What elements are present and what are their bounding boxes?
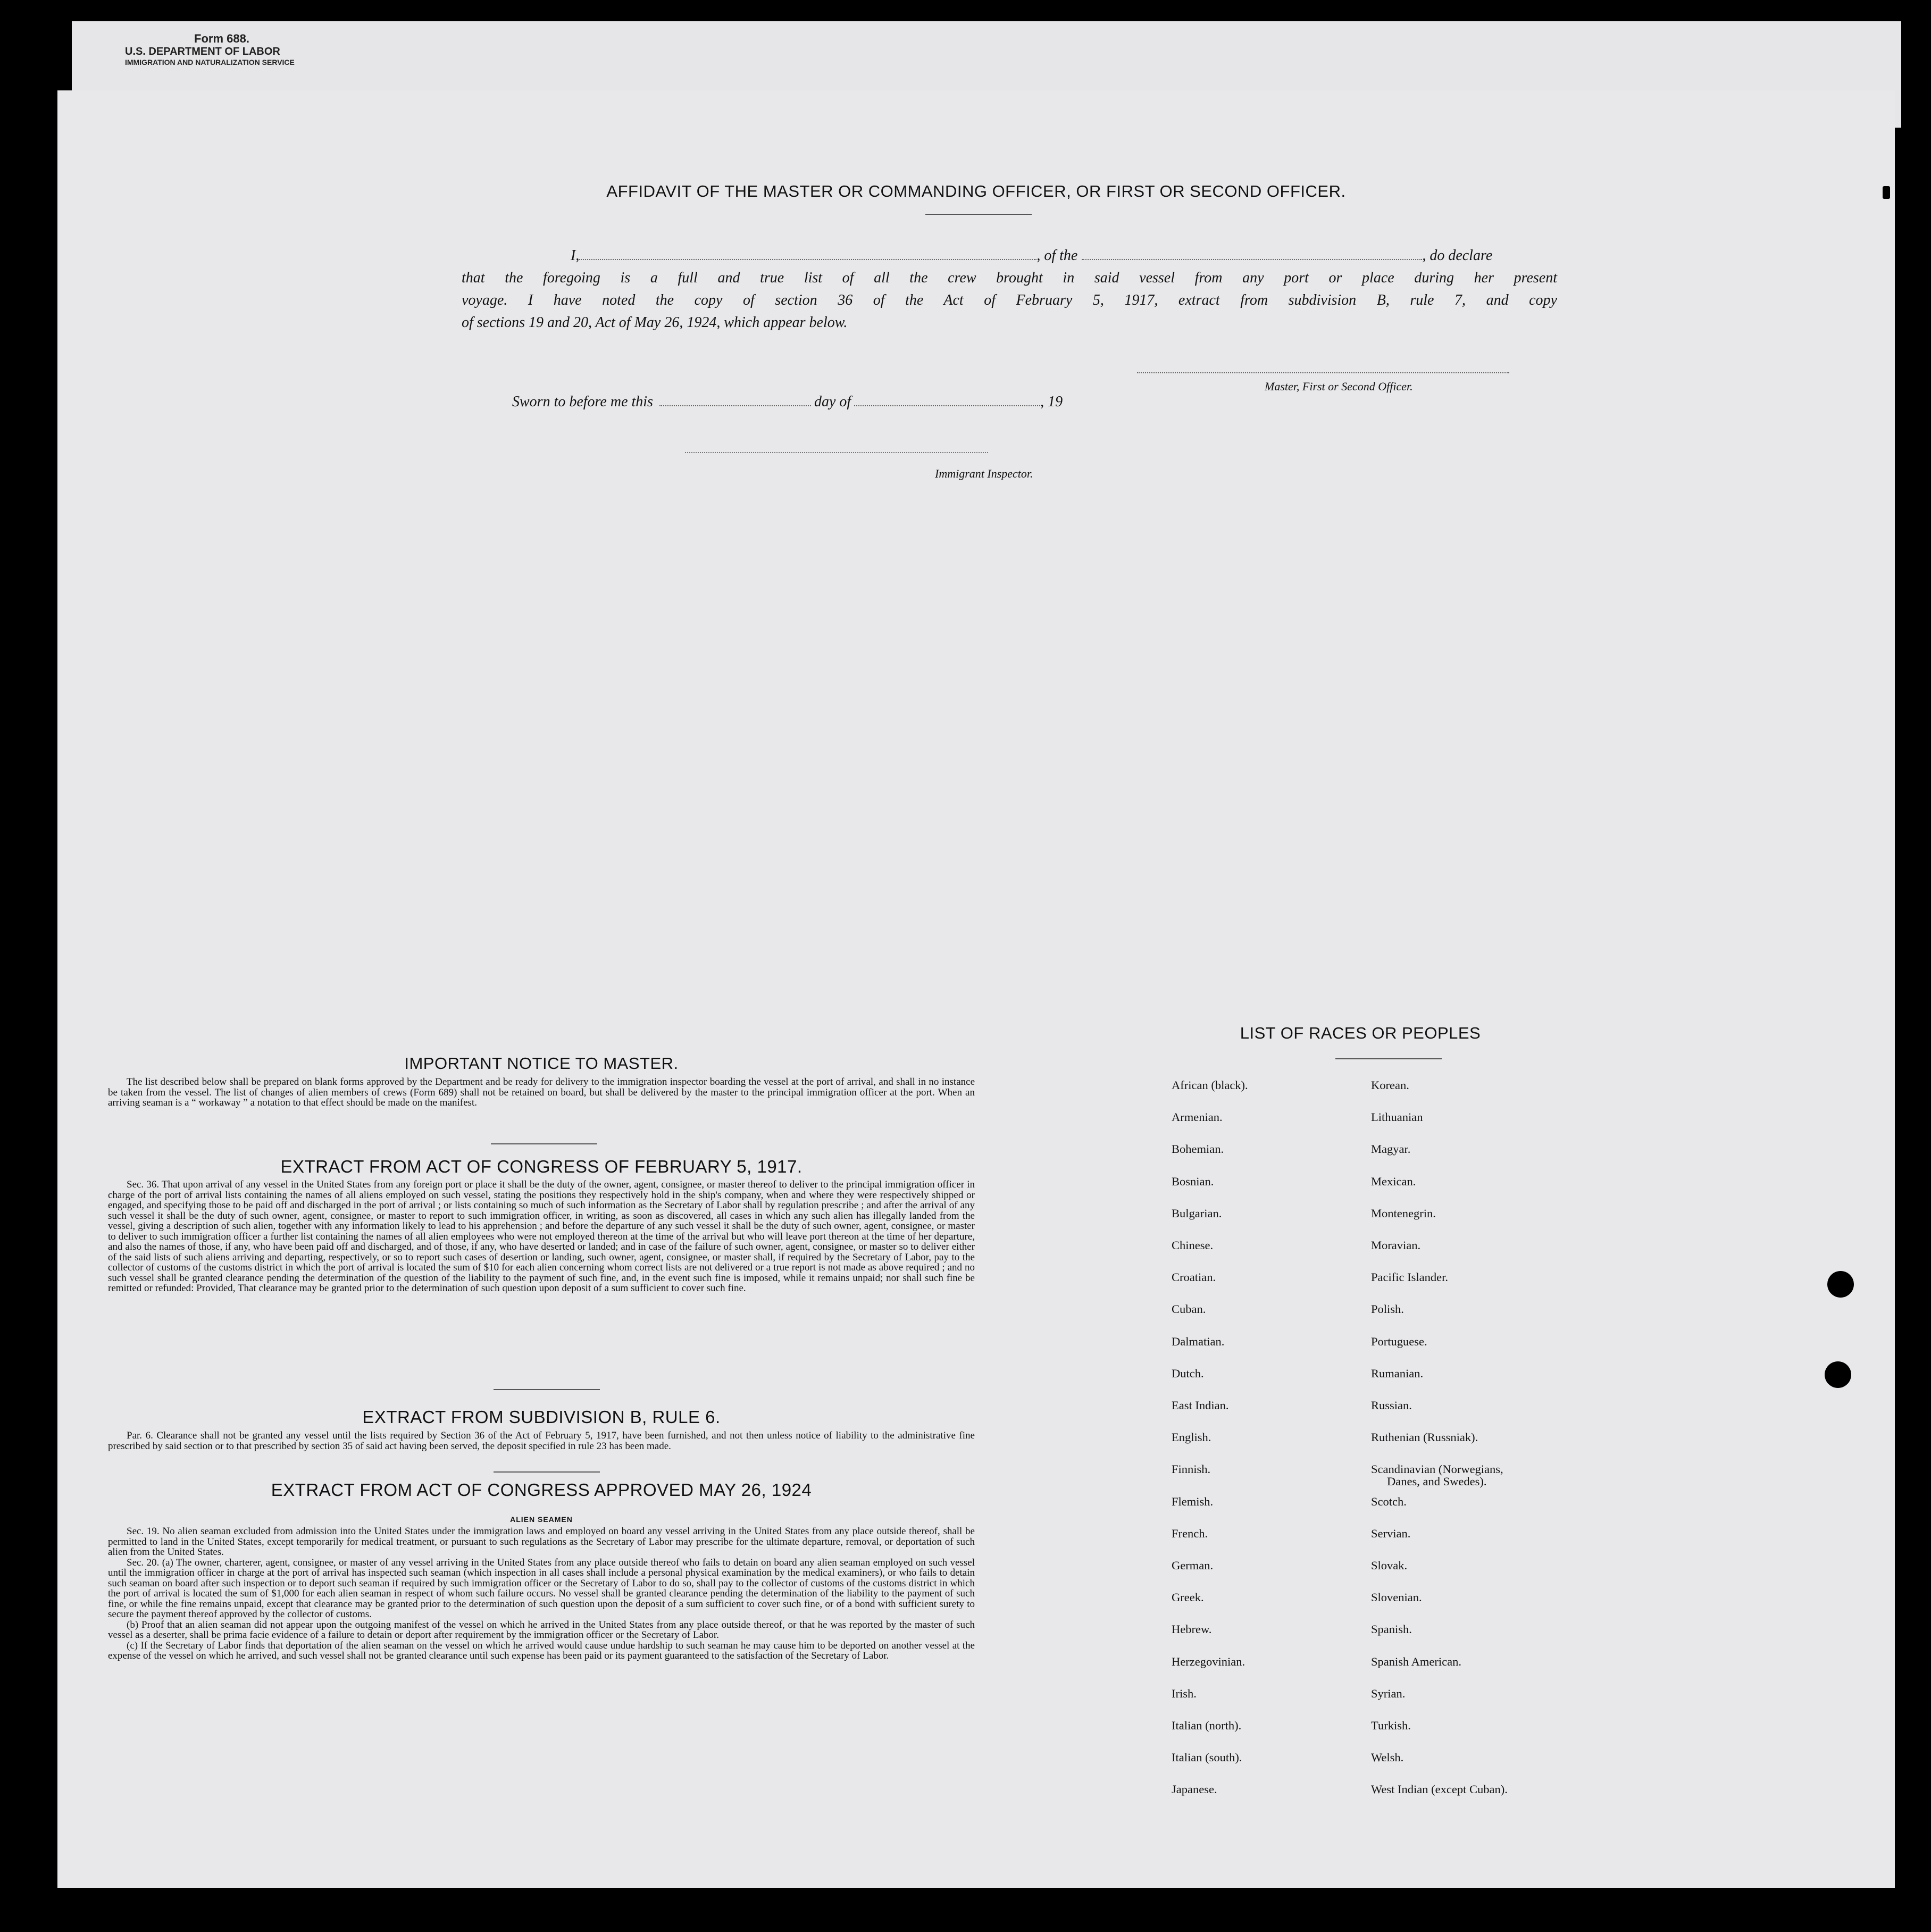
race-item: Montenegrin. [1371,1206,1436,1220]
signature-label: Master, First or Second Officer. [1265,380,1413,393]
sworn-day-of: day of [814,394,851,410]
race-item: Italian (south). [1172,1751,1242,1764]
race-item: Hebrew. [1172,1622,1212,1636]
race-item: Scandinavian (Norwegians, [1371,1462,1503,1476]
vessel-blank[interactable] [1082,249,1422,260]
race-item: Irish. [1172,1686,1197,1700]
sworn-month-blank[interactable] [854,396,1040,406]
race-item: Moravian. [1371,1239,1421,1252]
race-item: Spanish. [1371,1622,1412,1636]
form-header [125,32,295,66]
race-item: East Indian. [1172,1399,1229,1412]
race-item: Ruthenian (Russniak). [1371,1431,1478,1444]
affidavit-body [462,245,1557,334]
section-20a-text: Sec. 20. (a) The owner, charterer, agent, consignee, or master of any vessel arriving in the United States from any place outside thereof who fails to detain on board any alien seaman employed on such vessel until the immigration officer in charge at the port of arrival has inspected such seaman (which inspection in all cases shall include a personal physical examination by the medical examiners), or who fails to detain such seaman on board after such inspection or to deport such seaman if required by such immigration officer or the Secretary of Labor to do so, shall pay to the collector of customs of the customs district in which the port of arrival is located the sum of $1,000 for each alien seaman in respect of whom such failure occurs. No vessel shall be granted clearance pending the determination of the liability to the payment of such fine, or while the fine remains unpaid, except that clearance may be granted prior to the determination of such question upon the deposit of a sum sufficient to cover such fine, or of a bond with sufficient surety to secure the payment thereof approved by the collector of customs. [108,1557,975,1620]
race-item: Cuban. [1172,1302,1206,1316]
affidavit-declare: , do declare [1422,247,1493,264]
sworn-label: Sworn to before me this [512,394,653,410]
punch-hole [1825,1361,1851,1388]
race-scandinavian-continuation: Danes, and Swedes). [1387,1475,1487,1488]
name-blank[interactable] [579,249,1036,260]
alien-seamen-subtitle: ALIEN SEAMEN [510,1515,573,1524]
race-item: Portuguese. [1371,1334,1427,1348]
race-item: Dutch. [1172,1366,1204,1380]
races-title: LIST OF RACES OR PEOPLES [1240,1024,1481,1042]
race-item: Scotch. [1371,1494,1407,1508]
form-number: Form 688. [194,32,249,45]
notice-text: The list described below shall be prepared on blank forms approved by the Department and be ready for delivery to the immigration inspector boarding the vessel at the port of arrival, and shall in no instance be taken from the vessel. The list of changes of alien members of crews (Form 689) shall not be retained on board, but shall be delivered by the master to the principal immigration officer at the port. When an arriving seaman is a “ workaway ” a notation to that effect should be made on the manifest. [108,1076,975,1108]
race-item: Slovenian. [1371,1591,1422,1604]
race-item: Spanish American. [1371,1654,1461,1668]
rule-6-divider [494,1471,600,1473]
race-item: Herzegovinian. [1172,1654,1245,1668]
punch-hole [1827,1271,1854,1298]
department-name: U.S. DEPARTMENT OF LABOR [125,46,280,57]
section-20c-text: (c) If the Secretary of Labor finds that deportation of the alien seaman on the vessel on which he arrived would cause undue hardship to such seaman he may cause him to be deported on another vessel at the expense of the vessel on which he arrived, and such vessel shall not be granted clearance until such expense has been paid or its payment guaranteed to the satisfaction of the Secretary of Labor. [108,1640,975,1661]
race-item: Rumanian. [1371,1366,1424,1380]
race-item: Bohemian. [1172,1142,1224,1156]
race-item: Slovak. [1371,1559,1408,1572]
rule-6-title: EXTRACT FROM SUBDIVISION B, RULE 6. [362,1407,721,1427]
race-item: Mexican. [1371,1174,1416,1188]
notice-divider [491,1143,597,1144]
section-19-text: Sec. 19. No alien seaman excluded from admission into the United States under the immigration laws and employed on board any vessel arriving in the United States from any place outside thereof, shall be permitted to land in the United States, except temporarily for medical treatment, or pursuant to such regulations as the Secretary of Labor may prescribe for the ultimate departure, removal, or deportation of such alien from the United States. [108,1526,975,1558]
affidavit-of-the: , of the [1036,247,1078,264]
paragraph-6-text: Par. 6. Clearance shall not be granted any vessel until the lists required by Section 36 of the Act of February 5, 1917, have been furnished, and not then unless notice of liability to the administrative fine prescribed by said section or to that prescribed by section 35 of said act having been served, the deposit specified in rule 23 has been made. [108,1430,975,1452]
service-name: IMMIGRATION AND NATURALIZATION SERVICE [125,58,295,66]
notice-title: IMPORTANT NOTICE TO MASTER. [404,1054,679,1073]
extract-1917-body [108,1180,975,1294]
race-item: Chinese. [1172,1239,1214,1252]
affidavit-line3: voyage. I have noted the copy of section 36 of the Act of February 5, 1917, extract from subdivision B, rule 7, and copy [462,292,1557,308]
race-item: Magyar. [1371,1142,1411,1156]
race-item: West Indian (except Cuban). [1371,1783,1508,1796]
form-sheet [57,90,1895,1888]
race-item: African (black). [1172,1078,1248,1092]
inspector-label: Immigrant Inspector. [935,467,1033,480]
affidavit-i: I, [571,247,580,264]
race-item: Lithuanian [1371,1110,1423,1124]
race-item: Russian. [1371,1399,1412,1412]
race-item: Armenian. [1172,1110,1223,1124]
race-item: Bulgarian. [1172,1206,1222,1220]
race-item: Dalmatian. [1172,1334,1225,1348]
race-item: Turkish. [1371,1719,1411,1732]
race-item: Syrian. [1371,1686,1406,1700]
extract-1924-body [108,1526,975,1661]
notice-body [108,1077,975,1108]
race-item: Welsh. [1371,1751,1404,1764]
edge-mark [1883,186,1890,199]
race-item: English. [1172,1431,1211,1444]
title-divider [925,214,1032,215]
section-20b-text: (b) Proof that an alien seaman did not appear upon the outgoing manifest of the vessel on which he arrived in the United States from any place outside thereof, or that he was reported by the master of such vessel as a deserter, shall be prima facie evidence of a failure to detain or deport after requirement by the immigration officer or the Secretary of Labor. [108,1619,975,1641]
extract-1917-divider [494,1389,600,1390]
race-item: Italian (north). [1172,1719,1242,1732]
race-item: Finnish. [1172,1462,1211,1476]
race-item: Bosnian. [1172,1174,1214,1188]
race-item: Servian. [1371,1526,1411,1540]
sworn-line [512,391,1063,413]
extract-1917-title: EXTRACT FROM ACT OF CONGRESS OF FEBRUARY 5, 1917. [280,1157,803,1176]
race-item: Korean. [1371,1078,1409,1092]
inspector-signature-line[interactable] [685,452,988,453]
affidavit-line2: that the foregoing is a full and true list of all the crew brought in said vessel from any port or place during her present [462,270,1557,286]
sworn-year: , 19 [1040,394,1063,410]
affidavit-line4: of sections 19 and 20, Act of May 26, 1924, which appear below. [462,314,848,331]
race-item: Polish. [1371,1302,1404,1316]
race-item: Croatian. [1172,1270,1216,1284]
rule-6-body [108,1431,975,1451]
race-item: Japanese. [1172,1783,1217,1796]
extract-1924-title: EXTRACT FROM ACT OF CONGRESS APPROVED MAY 26, 1924 [271,1480,812,1500]
race-item: Greek. [1172,1591,1204,1604]
signature-line[interactable] [1137,372,1509,373]
affidavit-title: AFFIDAVIT OF THE MASTER OR COMMANDING OFFICER, OR FIRST OR SECOND OFFICER. [606,182,1346,200]
section-36-text: Sec. 36. That upon arrival of any vessel in the United States from any foreign port or place it shall be the duty of the owner, agent, consignee, or master thereof to deliver to the principal immigration officer in charge of the port of arrival lists containing the names of all aliens employed on such vessel, stating the positions they respectively hold in the ship's company, when and where they were respectively shipped or engaged, and specifying those to be paid off and discharged in the port of arrival ; or lists containing so much of such information as the Secretary of Labor shall by regulation prescribe ; and after the arrival of any such vessel it shall be the duty of such owner, agent, consignee, or master to report to such immigration officer, in writing, as soon as discovered, all cases in which any such alien has illegally landed from the vessel, giving a description of such alien, together with any information likely to lead to his apprehension ; and before the departure of any such vessel it shall be the duty of such owner, agent, consignee, or master to deliver to such immigration officer a further list containing the names of all alien employees who were not employed thereon at the time of the arrival but who will leave port thereon at the time of her departure, and also the names of those, if any, who have been paid off and discharged, and of those, if any, who have deserted or landed; and in case of the failure of such owner, agent, consignee, or master so to deliver either of the said lists of such aliens arriving and departing, respectively, or so to report such cases of desertion or landing, such owner, agent, consignee, or master shall, if required by the Secretary of Labor, pay to the collector of customs of the customs district in which the port of arrival is located the sum of $10 for each alien concerning whom correct lists are not delivered or a true report is not made as above required ; and no such vessel shall be granted clearance pending the determination of the question of the liability to the payment of such fine, and, in the event such fine is imposed, while it remains unpaid; nor shall such fine be remitted or refunded: Provided, That clearance may be granted prior to the determination of such question upon deposit of a sum sufficient to cover such fine. [108,1179,975,1294]
race-item: German. [1172,1559,1214,1572]
race-item: French. [1172,1526,1208,1540]
races-divider [1335,1058,1442,1059]
race-item: Flemish. [1172,1494,1214,1508]
sworn-day-blank[interactable] [659,396,811,406]
race-item: Pacific Islander. [1371,1270,1448,1284]
